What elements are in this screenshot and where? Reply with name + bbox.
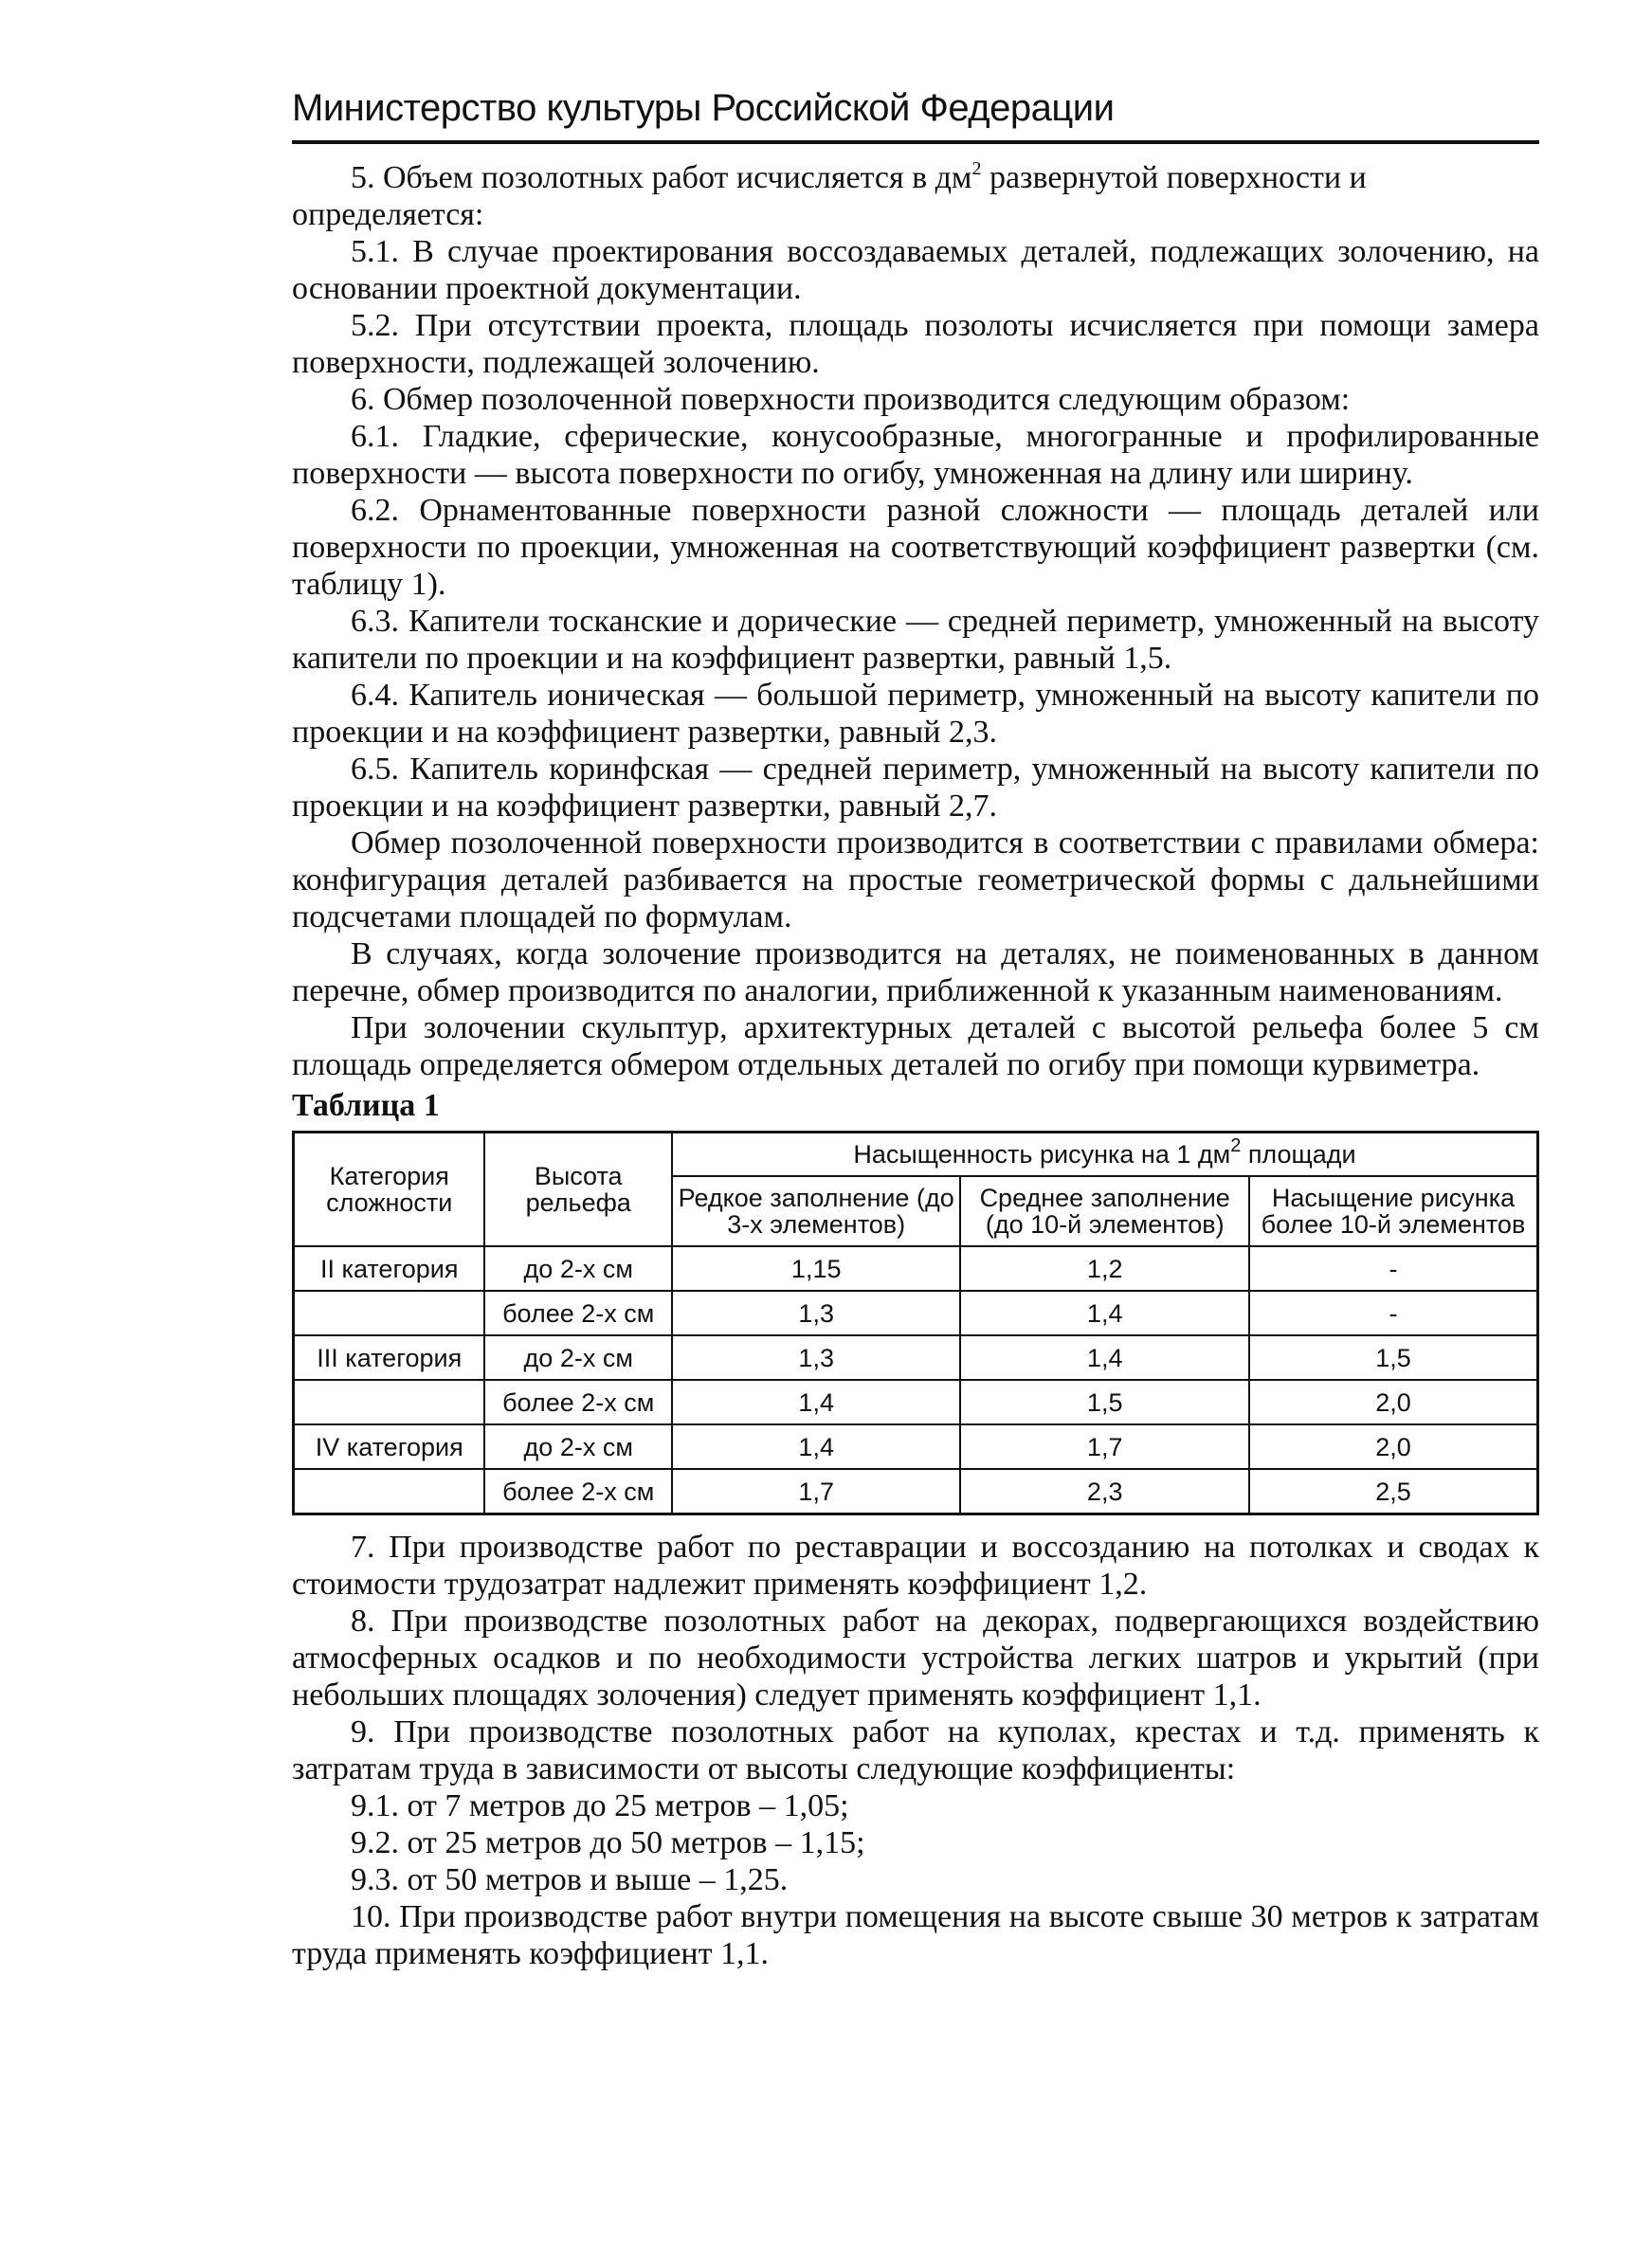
paragraph-6-5: 6.5. Капитель коринфская — средней периметр, умноженный на высоту капители по проекции и на коэффициент развертки, равный 2,7. bbox=[292, 752, 1539, 824]
paragraph-5-cont: определяется: bbox=[292, 197, 484, 232]
paragraph-5 bbox=[292, 159, 1539, 196]
p5-text-rest: развернутой поверхности и bbox=[981, 160, 1367, 195]
cell-value: - bbox=[1249, 1246, 1538, 1291]
paragraph-measurement-rules: Обмер позолоченной поверхности производится в соответствии с правилами обмера: конфигурация деталей разбивается на простые геометрической формы с дальнейшими подсчетами площадей по формулам. bbox=[292, 825, 1539, 934]
header-pattern-saturation bbox=[672, 1133, 1538, 1177]
page-header: Министерство культуры Российской Федерации bbox=[292, 85, 1539, 144]
paragraph-analogy: В случаях, когда золочение производится на деталях, не поименованных в данном перечне, обмер производится по аналогии, приближенной к указанным наименованиям. bbox=[292, 936, 1539, 1008]
cell-category: IV категория bbox=[294, 1424, 485, 1469]
paragraph-6-1: 6.1. Гладкие, сферические, конусообразные, многогранные и профилированные поверхности — высота поверхности по огибу, умноженная на длину или ширину. bbox=[292, 419, 1539, 491]
paragraph-9-2: 9.2. от 25 метров до 50 метров – 1,15; bbox=[351, 1825, 865, 1860]
cell-height: более 2-х см bbox=[484, 1380, 671, 1424]
table-row bbox=[294, 1246, 1538, 1291]
paragraph-sculptures: При золочении скульптур, архитектурных деталей с высотой рельефа более 5 см площадь определяется обмером отдельных деталей по огибу при помощи курвиметра. bbox=[292, 1010, 1539, 1082]
body-text bbox=[292, 159, 1539, 1083]
paragraph-10: 10. При производстве работ внутри помещения на высоте свыше 30 метров к затратам труда применять коэффициент 1,1. bbox=[292, 1899, 1539, 1971]
cell-height: более 2-х см bbox=[484, 1469, 671, 1514]
paragraph-9-3: 9.3. от 50 метров и выше – 1,25. bbox=[351, 1862, 789, 1897]
paragraph-6: 6. Обмер позолоченной поверхности производится следующим образом: bbox=[351, 382, 1351, 417]
header-category: Категория сложности bbox=[294, 1133, 485, 1247]
cell-value: 1,3 bbox=[672, 1335, 961, 1380]
cell-value: 1,7 bbox=[960, 1424, 1249, 1469]
header-sparse-fill: Редкое заполнение (до 3-х элементов) bbox=[672, 1176, 961, 1246]
table-row bbox=[294, 1424, 1538, 1469]
cell-height: до 2-х см bbox=[484, 1424, 671, 1469]
p5-superscript: 2 bbox=[971, 157, 982, 179]
p5-text: 5. Объем позолотных работ исчисляется в дм bbox=[351, 160, 972, 195]
cell-category bbox=[294, 1291, 485, 1335]
cell-value: 2,0 bbox=[1249, 1424, 1538, 1469]
cell-value: 1,4 bbox=[672, 1424, 961, 1469]
paragraph-6-2: 6.2. Орнаментованные поверхности разной сложности — площадь деталей или поверхности по проекции, умноженная на соответствующий коэффициент развертки (см. таблицу 1). bbox=[292, 493, 1539, 602]
cell-category: III категория bbox=[294, 1335, 485, 1380]
cell-value: 1,3 bbox=[672, 1291, 961, 1335]
cell-value: 1,7 bbox=[672, 1469, 961, 1514]
paragraph-5-2: 5.2. При отсутствии проекта, площадь позолоты исчисляется при помощи замера поверхности, подлежащей золочению. bbox=[292, 308, 1539, 380]
table-row bbox=[294, 1469, 1538, 1514]
paragraph-6-3: 6.3. Капители тосканские и дорические — средней периметр, умноженный на высоту капители по проекции и на коэффициент развертки, равный 1,5. bbox=[292, 604, 1539, 676]
cell-value: 1,5 bbox=[960, 1380, 1249, 1424]
cell-value: 1,2 bbox=[960, 1246, 1249, 1291]
paragraph-8: 8. При производстве позолотных работ на декорах, подвергающихся воздействию атмосферных осадков и по необходимости устройства легких шатров и укрытий (при небольших площадях золочения) следует применять коэффициент 1,1. bbox=[292, 1604, 1539, 1713]
paragraph-9-1: 9.1. от 7 метров до 25 метров – 1,05; bbox=[351, 1788, 849, 1823]
cell-category: II категория bbox=[294, 1246, 485, 1291]
coefficient-table bbox=[292, 1131, 1539, 1515]
cell-value: 1,4 bbox=[672, 1380, 961, 1424]
cell-category bbox=[294, 1380, 485, 1424]
paragraph-9: 9. При производстве позолотных работ на куполах, крестах и т.д. применять к затратам труда в зависимости от высоты следующие коэффициенты: bbox=[292, 1714, 1539, 1786]
cell-value: 1,15 bbox=[672, 1246, 961, 1291]
cell-value: 2,0 bbox=[1249, 1380, 1538, 1424]
table-caption: Таблица 1 bbox=[292, 1088, 440, 1123]
header-dense-fill: Насыщение рисунка более 10-й элементов bbox=[1249, 1176, 1538, 1246]
cell-value: - bbox=[1249, 1291, 1538, 1335]
cell-value: 1,4 bbox=[960, 1291, 1249, 1335]
paragraph-5-1: 5.1. В случае проектирования воссоздаваемых деталей, подлежащих золочению, на основании проектной документации. bbox=[292, 234, 1539, 306]
header-medium-fill: Среднее заполнение (до 10-й элементов) bbox=[960, 1176, 1249, 1246]
cell-value: 1,5 bbox=[1249, 1335, 1538, 1380]
table-row bbox=[294, 1291, 1538, 1335]
table-row bbox=[294, 1380, 1538, 1424]
cell-category bbox=[294, 1469, 485, 1514]
cell-height: до 2-х см bbox=[484, 1246, 671, 1291]
cell-height: более 2-х см bbox=[484, 1291, 671, 1335]
body-text-after-table bbox=[292, 1529, 1539, 1972]
cell-value: 2,5 bbox=[1249, 1469, 1538, 1514]
cell-height: до 2-х см bbox=[484, 1335, 671, 1380]
paragraph-7: 7. При производстве работ по реставрации и воссозданию на потолках и сводах к стоимости трудозатрат надлежит применять коэффициент 1,2. bbox=[292, 1530, 1539, 1602]
document-page bbox=[292, 85, 1539, 1972]
header-group-suffix: площади bbox=[1241, 1140, 1356, 1169]
header-group-text: Насыщенность рисунка на 1 дм bbox=[853, 1140, 1231, 1169]
cell-value: 2,3 bbox=[960, 1469, 1249, 1514]
header-relief-height: Высота рельефа bbox=[484, 1133, 671, 1247]
paragraph-6-4: 6.4. Капитель ионическая — большой периметр, умноженный на высоту капители по проекции и на коэффициент развертки, равный 2,3. bbox=[292, 678, 1539, 750]
table-row bbox=[294, 1335, 1538, 1380]
cell-value: 1,4 bbox=[960, 1335, 1249, 1380]
header-group-superscript: 2 bbox=[1230, 1135, 1242, 1156]
